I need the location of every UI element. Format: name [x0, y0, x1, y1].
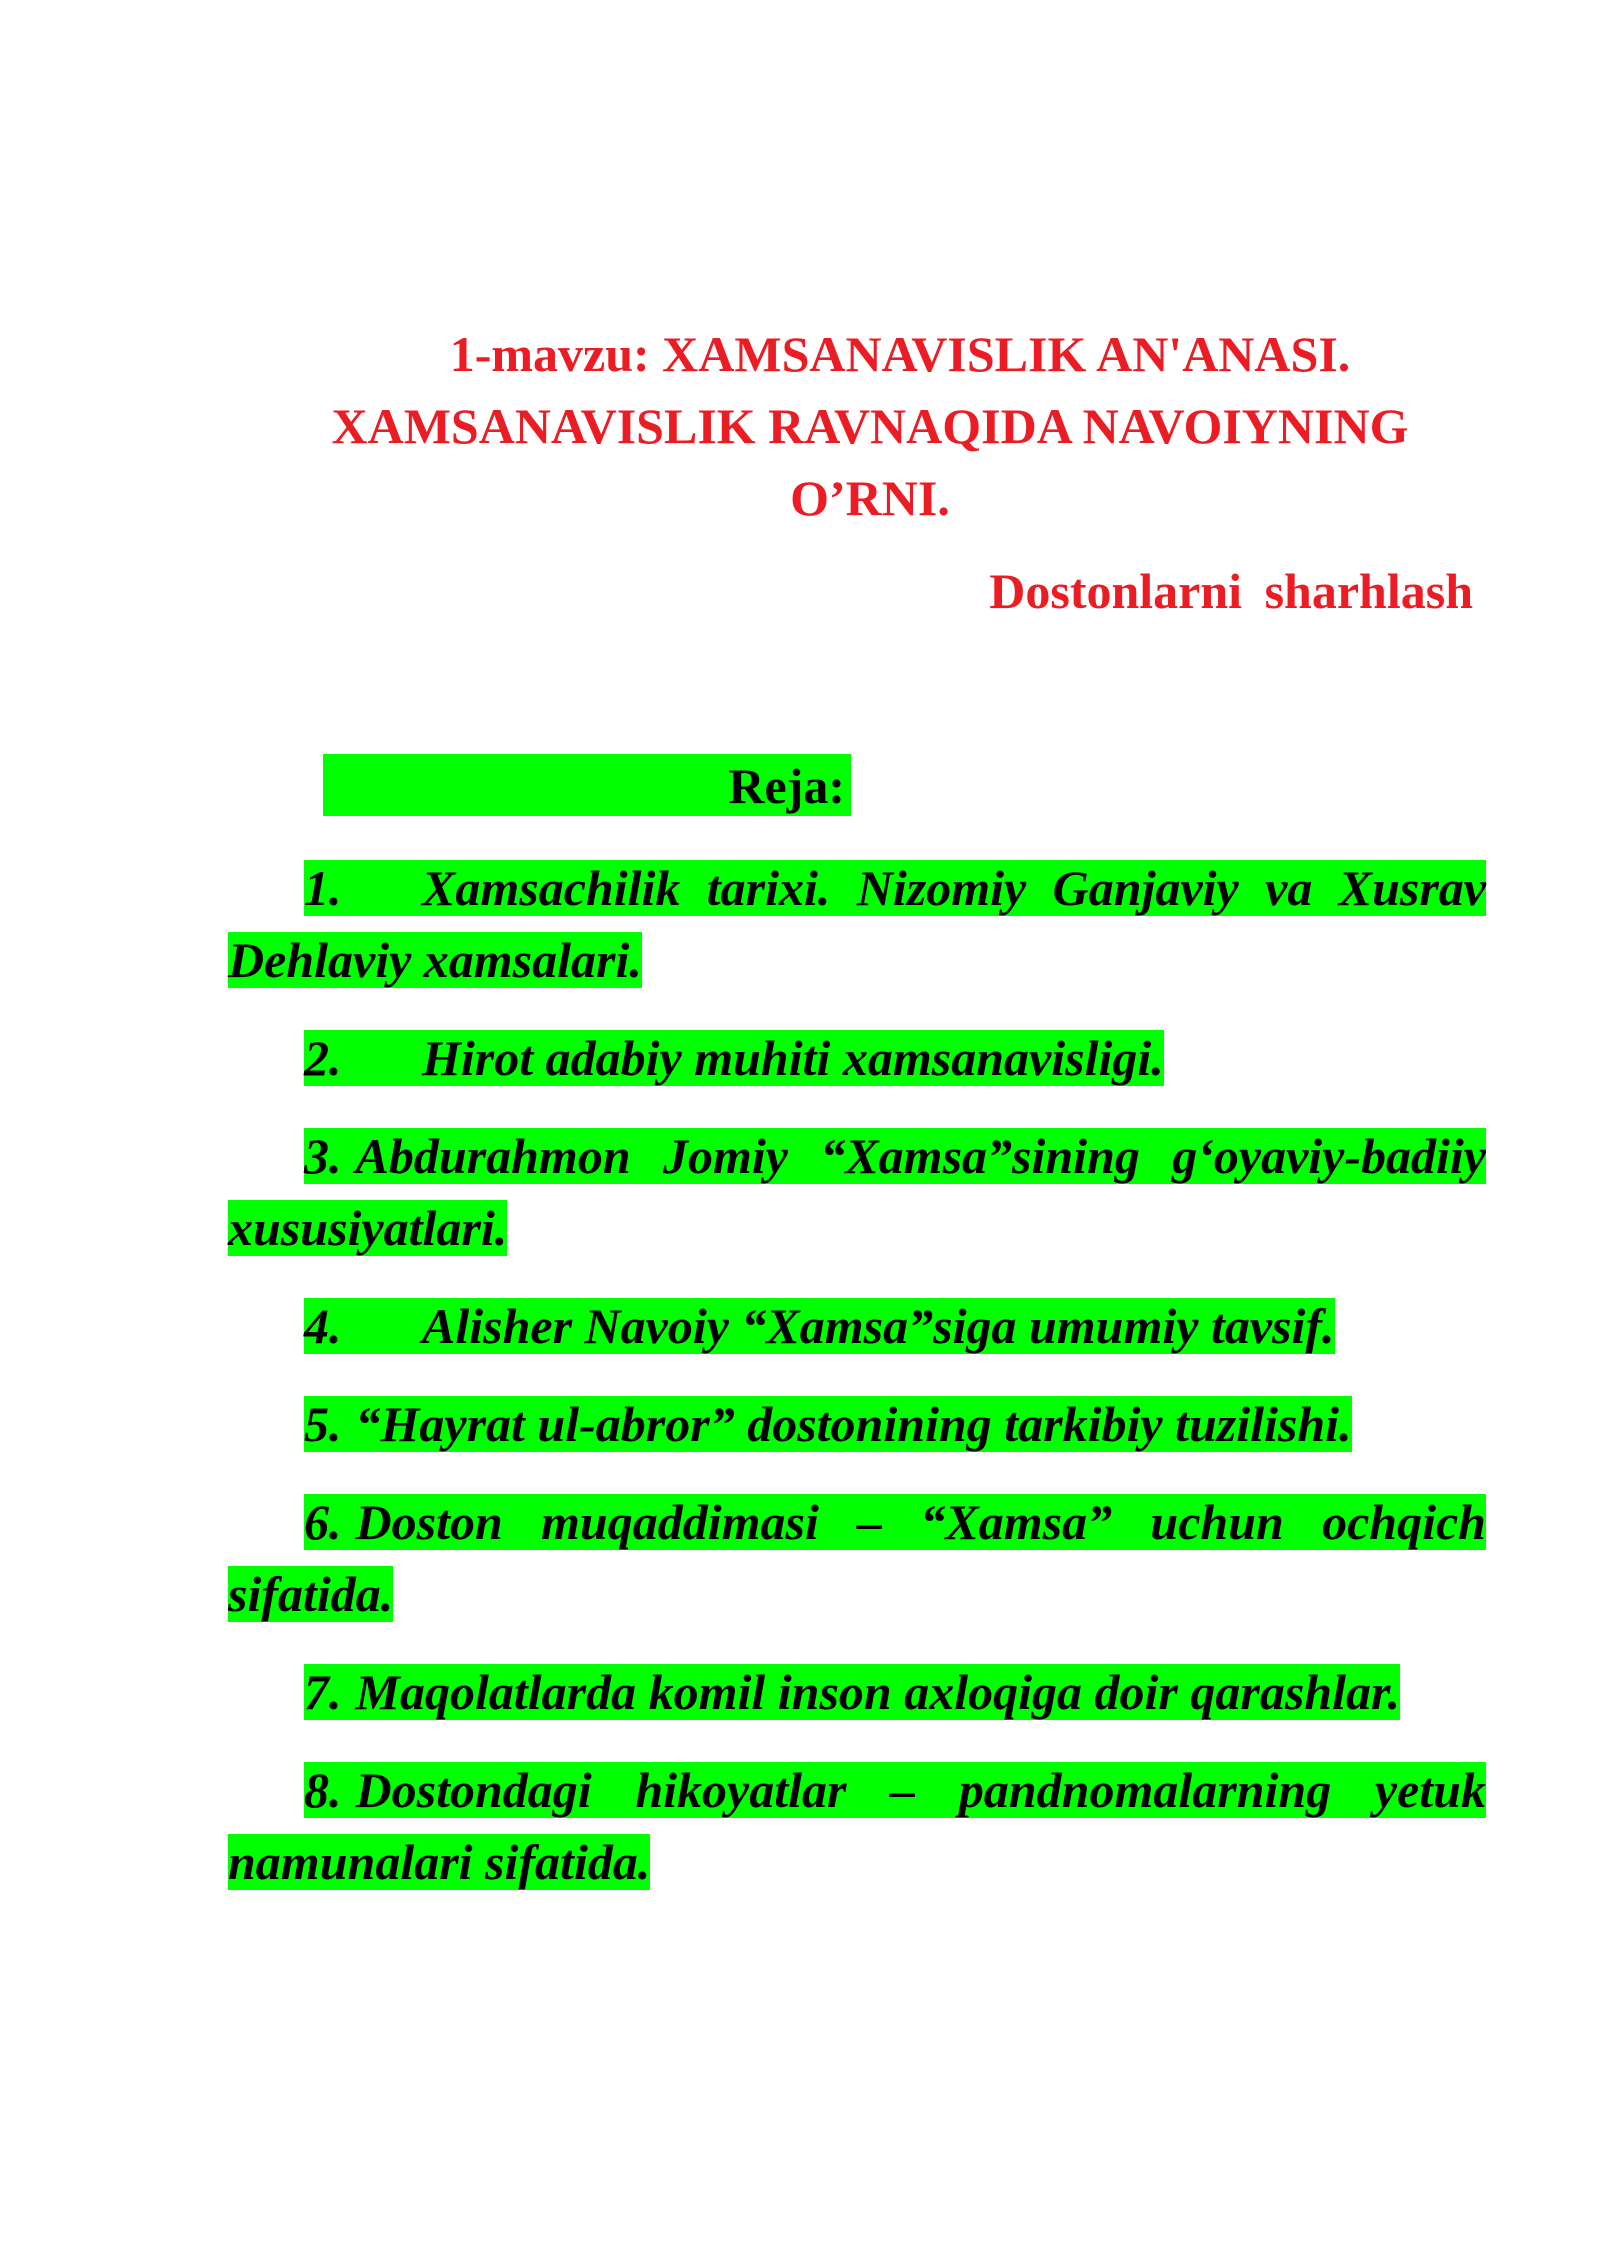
title-line-1: 1-mavzu: XAMSANAVISLIK AN'ANASI.: [449, 326, 1351, 382]
plan-item-number: 2.: [304, 1030, 342, 1086]
document-title: [240, 318, 1500, 534]
plan-item-text: Hirot adabiy muhiti xamsanavisligi.: [422, 1030, 1164, 1086]
plan-item-text: “Hayrat ul-abror” dostonining tarkibiy tuzilishi.: [355, 1396, 1352, 1452]
plan-item-2: [228, 1022, 1486, 1094]
plan-item-number: 6.: [304, 1494, 342, 1550]
plan-item-text: Abdurahmon Jomiy “Xamsa”sining g‘oyaviy-badiiy xususiyatlari.: [228, 1128, 1486, 1256]
plan-item-number: 1.: [304, 860, 342, 916]
plan-item-highlight: [228, 1762, 1486, 1890]
plan-item-text: Xamsachilik tarixi. Nizomiy Ganjaviy va Xusrav Dehlaviy xamsalari.: [228, 860, 1486, 988]
plan-item-5: [228, 1388, 1486, 1460]
plan-item-7: [228, 1656, 1486, 1728]
plan-item-6: [228, 1486, 1486, 1630]
plan-item-highlight: [304, 1030, 1164, 1086]
plan-item-text: Doston muqaddimasi – “Xamsa” uchun ochqich sifatida.: [228, 1494, 1486, 1622]
plan-item-text: Maqolatlarda komil inson axloqiga doir qarashlar.: [355, 1664, 1401, 1720]
plan-item-number: 3.: [304, 1128, 342, 1184]
title-line-3: O’RNI.: [790, 470, 950, 526]
plan-item-highlight: [304, 1396, 1352, 1452]
plan-item-number: 4.: [304, 1298, 342, 1354]
plan-heading: Reja:: [323, 754, 851, 816]
plan-list: [228, 852, 1486, 1924]
plan-item-1: [228, 852, 1486, 996]
plan-item-highlight: [304, 1664, 1400, 1720]
plan-item-number: 8.: [304, 1762, 342, 1818]
plan-item-highlight: [228, 860, 1486, 988]
plan-item-8: [228, 1754, 1486, 1898]
title-line-2: XAMSANAVISLIK RAVNAQIDA NAVOIYNING: [331, 398, 1409, 454]
plan-item-number: 5.: [304, 1396, 342, 1452]
plan-item-text: Dostondagi hikoyatlar – pandnomalarning yetuk namunalari sifatida.: [228, 1762, 1486, 1890]
plan-item-4: [228, 1290, 1486, 1362]
plan-item-3: [228, 1120, 1486, 1264]
plan-item-highlight: [228, 1128, 1486, 1256]
plan-item-highlight: [304, 1298, 1335, 1354]
document-subtitle: Dostonlarni sharhlash: [989, 563, 1473, 619]
plan-item-highlight: [228, 1494, 1486, 1622]
plan-item-text: Alisher Navoiy “Xamsa”siga umumiy tavsif.: [422, 1298, 1335, 1354]
plan-item-number: 7.: [304, 1664, 342, 1720]
